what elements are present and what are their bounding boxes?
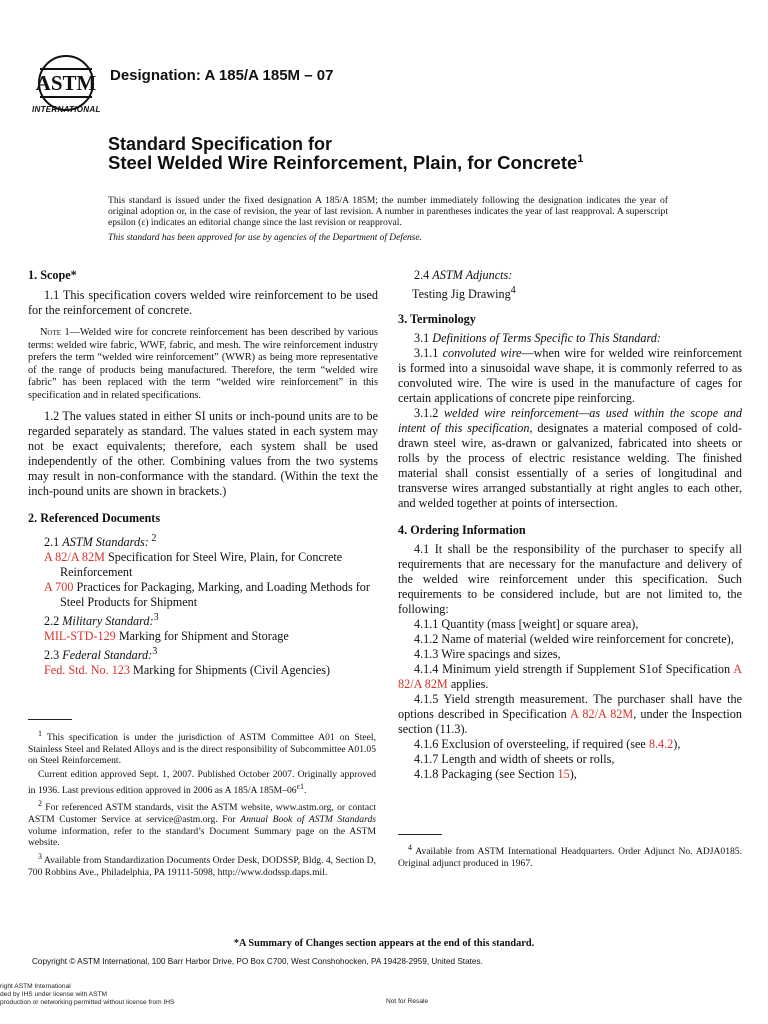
reference-fed-std-text: Marking for Shipments (Civil Agencies) [130, 662, 331, 677]
para-3-1-2-text: designates a material composed of cold-drawn steel wire, as-drawn or galvanized, fabricated into sheets or rolls by the process of electric resistance welding. The finished material shall consist essentially of a series of longitudinal and transverse wires arranged substantially at right angles to each other, and welded together at points of intersection. [398, 421, 742, 511]
para-3-1-title: Definitions of Terms Specific to This Standard: [432, 331, 661, 346]
license-line-3: production or networking permitted without license from IHS [0, 999, 175, 1006]
note-label: Note [40, 327, 62, 338]
para-4-1-4 [398, 662, 742, 692]
license-line-1: right ASTM International [0, 983, 71, 990]
para-2-1-number: 2.1 [44, 534, 63, 549]
para-4-1-5 [398, 692, 742, 737]
para-4-1-4-end: applies. [447, 677, 489, 692]
designation: Designation: A 185/A 185M – 07 [110, 67, 334, 84]
para-3-1 [398, 331, 742, 346]
referenced-documents-heading: 2. Referenced Documents [28, 510, 161, 525]
reference-a82 [44, 550, 378, 580]
para-2-3-footnote-ref: 3 [152, 645, 158, 657]
title-line-2 [108, 152, 583, 174]
note-text: 1—Welded wire for concrete reinforcement has been described by various terms: welded wire fabric, WWF, fabric, and mesh. The wire reinforcement industry prefers the term “welded wire reinforcement” (WWR) as being more representative of the range of products being manufactured. Therefore, the term “welded wire fabric” has been replaced with the term “welded wire reinforcement” in this specification and in related specifications. [28, 327, 378, 401]
para-2-2-number: 2.2 [44, 613, 63, 628]
para-2-2 [28, 610, 378, 629]
title-text: Steel Welded Wire Reinforcement, Plain, for Concrete [108, 152, 578, 173]
para-4-1-6-text: 4.1.6 Exclusion of oversteeling, if required (see [414, 737, 649, 752]
term-welded-wire-reinforcement: welded wire reinforcement—as used within the scope and intent of this specification, [398, 406, 743, 436]
note-1 [28, 327, 378, 403]
para-2-3 [28, 644, 378, 663]
summary-of-changes-note: *A Summary of Changes section appears at the end of this standard. [233, 938, 535, 949]
footnote-2-text-a: For referenced ASTM standards, visit the ASTM website, www.astm.org, or contact ASTM Customer Service at service@astm.org. For [28, 802, 376, 826]
para-1-1: 1.1 This specification covers welded wire reinforcement to be used for the reinforcement of concrete. [28, 288, 378, 317]
para-4-1-1: 4.1.1 Quantity (mass [weight] or square area), [414, 617, 639, 632]
para-2-4 [398, 268, 742, 283]
para-4-1-5-text: 4.1.5 Yield strength measurement. The purchaser shall have the options described in Specification [398, 692, 742, 722]
para-4-1-7: 4.1.7 Length and width of sheets or rolls, [414, 752, 615, 767]
footnote-2-text-b: volume information, refer to the standard’s Document Summary page on the ASTM website. [28, 825, 376, 849]
para-4-1-4-text: 4.1.4 Minimum yield strength if Supplement S1of Specification [414, 662, 734, 677]
adjunct-text: Testing Jig Drawing [412, 287, 511, 302]
para-2-1-title: ASTM Standards: [62, 534, 149, 549]
footnote-2-marker: 2 [38, 799, 42, 809]
para-4-1: 4.1 It shall be the responsibility of the purchaser to specify all requirements that are necessary for the manufacture and delivery of the welded wire reinforcement under this specification. Such requirements to be considered include, but are not limited to, the following: [398, 542, 742, 617]
link-a82-4-1-5[interactable]: A 82/A 82M [570, 707, 634, 722]
logo-international: INTERNATIONAL [32, 105, 101, 114]
para-4-1-8-text: 4.1.8 Packaging (see Section [414, 767, 558, 782]
para-3-1-number: 3.1 [414, 331, 433, 346]
para-4-1-8-end: ), [569, 767, 577, 782]
para-2-3-number: 2.3 [44, 647, 63, 662]
right-column [398, 268, 742, 782]
para-4-1-8 [398, 767, 742, 782]
reference-mil-std-text: Marking for Shipment and Storage [115, 628, 289, 643]
footnote-4-marker: 4 [408, 843, 412, 852]
para-2-2-footnote-ref: 3 [153, 611, 159, 623]
ordering-heading: 4. Ordering Information [398, 523, 526, 538]
term-convoluted-wire: convoluted wire [442, 346, 522, 361]
not-for-resale: Not for Resale [386, 998, 429, 1005]
para-3-1-1-text: —when wire for welded wire reinforcement is formed into a sinusoidal wave shape, it is commonly referred to as convoluted wire. The wire is used in the manufacture of cages for certain applications of concrete pipe reinforcing. [398, 346, 743, 406]
footnote-3 [28, 851, 376, 878]
left-column [28, 268, 378, 678]
footnote-1-text: This specification is under the jurisdiction of ASTM Committee A01 on Steel, Stainless Steel and Related Alloys and is the direct responsibility of Subcommittee A01.05 on Steel Reinforcement. [28, 732, 376, 767]
link-8-4-2[interactable]: 8.4.2 [648, 737, 674, 752]
footnotes-left [28, 728, 376, 880]
link-mil-std[interactable]: MIL-STD-129 [44, 628, 116, 643]
title-line-1: Standard Specification for [108, 134, 333, 154]
footnote-4 [398, 842, 742, 869]
para-2-4-title: ASTM Adjuncts: [432, 268, 513, 282]
scope-heading: 1. Scope* [28, 268, 77, 282]
para-2-1 [28, 531, 378, 550]
link-a700[interactable]: A 700 [44, 579, 74, 594]
issue-note: This standard is issued under the fixed designation A 185/A 185M; the number immediately following the designation indicates the year of original adoption or, in the case of revision, the year of last revision. A number in parentheses indicates the year of last reapproval. A superscript epsilon (ε) indicates an editorial change since the last revision or reapproval. [108, 195, 668, 228]
logo-text: ASTM [35, 71, 97, 95]
para-4-1-2: 4.1.2 Name of material (welded wire reinforcement for concrete), [414, 632, 734, 647]
para-1-2: 1.2 The values stated in either SI units or inch-pound units are to be regarded separately as standard. The values stated in each system may not be exact equivalents; therefore, each system shall be used independently of the other. Combining values from the two systems may result in non-conformance with the standard. (Within the text the inch-pound units are shown in brackets.) [28, 408, 378, 498]
reference-a700-text: Practices for Packaging, Marking, and Loading Methods for Steel Products for Shipment [60, 579, 370, 609]
footnote-1-marker: 1 [38, 729, 42, 738]
para-3-1-1-number: 3.1.1 [414, 346, 443, 361]
footnote-divider-left [28, 719, 72, 720]
link-a82-4-1-4[interactable]: A 82/A 82M [398, 662, 742, 692]
footnote-1-epsilon: ε1 [296, 781, 304, 791]
para-4-1-5-end: , under the Inspection section (11.3). [398, 707, 742, 737]
footnote-divider-right [398, 834, 442, 835]
copyright-line: Copyright © ASTM International, 100 Barr Harbor Drive, PO Box C700, West Conshohocken, PA 19428-2959, United States. [32, 957, 483, 966]
footnote-2-italic: Annual Book of ASTM Standards [240, 814, 376, 826]
para-2-2-title: Military Standard: [62, 613, 154, 628]
para-2-1-footnote-ref: 2 [148, 532, 157, 544]
footnote-1-edition-text: Current edition approved Sept. 1, 2007. Published October 2007. Originally approved in 1936. Last previous edition approved in 2006 as A 185/A 185M–06 [28, 768, 376, 796]
license-line-2: ded by IHS under license with ASTM [0, 991, 108, 998]
adjunct-footnote-ref: 4 [510, 285, 516, 296]
para-4-1-3: 4.1.3 Wire spacings and sizes, [414, 647, 561, 662]
para-3-1-2-number: 3.1.2 [414, 406, 445, 421]
footnotes-right [398, 842, 742, 871]
para-3-1-1 [398, 346, 742, 406]
license-notice [0, 983, 174, 1007]
link-a82[interactable]: A 82/A 82M [44, 549, 105, 564]
approval-note: This standard has been approved for use by agencies of the Department of Defense. [108, 233, 422, 243]
para-4-1-6 [398, 737, 742, 752]
link-fed-std[interactable]: Fed. Std. No. 123 [44, 662, 130, 677]
para-4-1-6-end: ), [673, 737, 681, 752]
footnote-4-text: Available from ASTM International Headquarters. Order Adjunct No. ADJA0185. Original adjunct produced in 1967. [398, 846, 742, 869]
para-2-3-title: Federal Standard: [62, 647, 153, 662]
para-2-4-number: 2.4 [414, 268, 433, 282]
reference-fed-std [44, 663, 378, 678]
footnote-2 [28, 798, 376, 849]
para-3-1-2 [398, 406, 742, 511]
footnote-3-text: Available from Standardization Documents Order Desk, DODSSP, Bldg. 4, Section D, 700 Robbins Ave., Philadelphia, PA 19111-5098, http://www.dodssp.daps.mil. [28, 855, 376, 878]
title-footnote-ref: 1 [577, 152, 584, 165]
reference-mil-std [44, 629, 378, 644]
reference-a700 [44, 580, 378, 610]
terminology-heading: 3. Terminology [398, 312, 476, 327]
footnote-1-end: . [303, 784, 307, 796]
adjunct-item [412, 283, 742, 302]
footnote-1-edition [28, 769, 376, 796]
link-section-15[interactable]: 15 [557, 767, 570, 782]
footnote-3-marker: 3 [38, 851, 42, 861]
reference-a82-text: Specification for Steel Wire, Plain, for Concrete Reinforcement [60, 549, 343, 579]
footnote-1 [28, 728, 376, 767]
